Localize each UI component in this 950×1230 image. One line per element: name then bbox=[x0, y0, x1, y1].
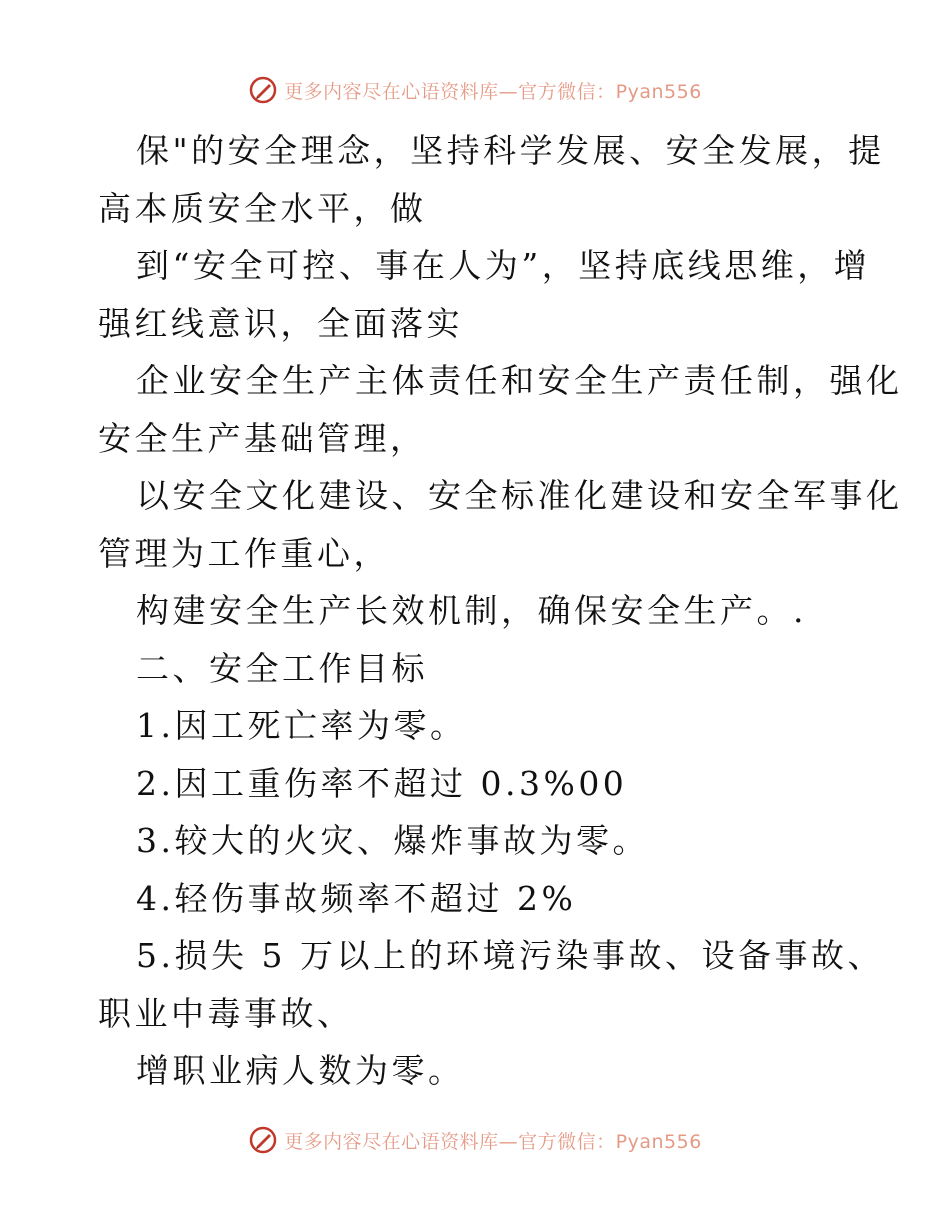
text-line: 4.轻伤事故频率不超过 2% bbox=[136, 878, 577, 918]
text-line: 2.因工重伤率不超过 0.3%00 bbox=[136, 763, 628, 803]
text-line: 职业中毒事故、 bbox=[98, 993, 354, 1033]
text-line: 强红线意识，全面落实 bbox=[98, 303, 463, 343]
text-line: 二、安全工作目标 bbox=[136, 648, 428, 688]
watermark-text: 更多内容尽在心语资料库—官方微信：Pyan556 bbox=[284, 1130, 702, 1153]
text-line: 到“安全可控、事在人为”，坚持底线思维，增 bbox=[136, 246, 871, 285]
header-watermark bbox=[0, 70, 950, 110]
pen-logo-icon bbox=[248, 1125, 278, 1155]
text-line: 5.损失 5 万以上的环境污染事故、设备事故、 bbox=[136, 936, 884, 975]
text-line: 管理为工作重心， bbox=[98, 533, 390, 573]
text-line: 安全生产基础管理， bbox=[98, 418, 427, 458]
document-body bbox=[98, 122, 903, 1100]
text-line: 以安全文化建设、安全标准化建设和安全军事化 bbox=[136, 476, 903, 515]
watermark-text: 更多内容尽在心语资料库—官方微信：Pyan556 bbox=[284, 80, 702, 103]
pen-logo-icon bbox=[248, 75, 278, 105]
footer-watermark bbox=[0, 1120, 950, 1160]
text-line: 1.因工死亡率为零。 bbox=[136, 706, 467, 745]
text-line: 企业安全生产主体责任和安全生产责任制，强化 bbox=[136, 361, 903, 400]
text-line: 增职业病人数为零。 bbox=[136, 1051, 465, 1090]
text-line: 保"的安全理念，坚持科学发展、安全发展，提 bbox=[136, 131, 885, 170]
text-line: 高本质安全水平，做 bbox=[98, 188, 427, 228]
text-line: 构建安全生产长效机制，确保安全生产。. bbox=[136, 591, 807, 630]
text-line: 3.较大的火灾、爆炸事故为零。 bbox=[136, 821, 649, 860]
